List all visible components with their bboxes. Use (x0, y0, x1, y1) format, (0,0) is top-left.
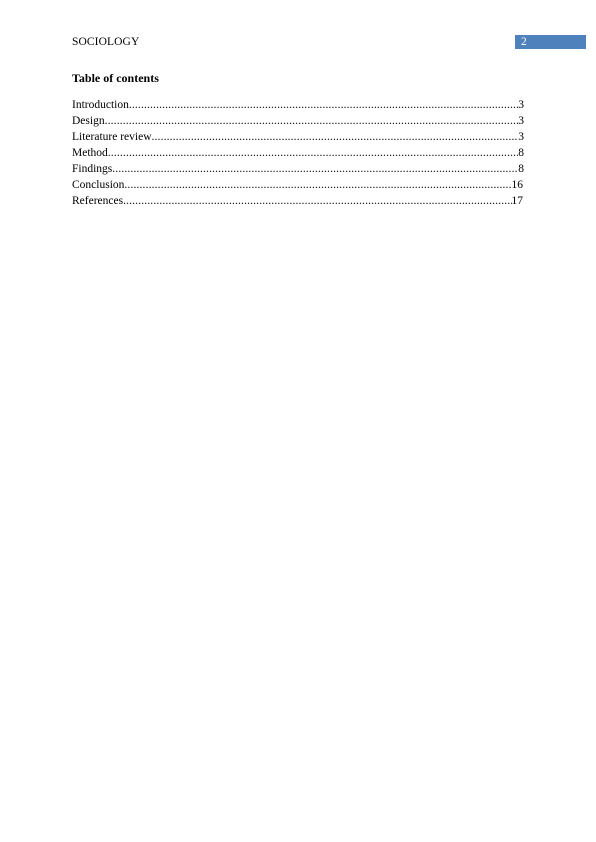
toc-entry-design[interactable] (72, 113, 524, 129)
toc-dot-leader (105, 113, 519, 129)
toc-entry-label: Method (72, 147, 108, 159)
page-number-badge: 2 (515, 35, 586, 49)
toc-entry-conclusion[interactable] (72, 177, 523, 193)
toc-dot-leader (152, 129, 519, 145)
toc-entry-label: References (72, 195, 124, 207)
toc-entry-references[interactable] (72, 193, 523, 209)
toc-entry-literature-review[interactable] (72, 129, 524, 145)
toc-entry-page: 3 (518, 115, 524, 127)
toc-entry-page: 3 (518, 99, 524, 111)
toc-entry-label: Introduction (72, 99, 129, 111)
toc-entry-method[interactable] (72, 145, 524, 161)
toc-dot-leader (112, 161, 518, 177)
toc-dot-leader (123, 193, 511, 209)
toc-entry-label: Findings (72, 163, 113, 175)
toc-dot-leader (108, 145, 518, 161)
running-header-title: SOCIOLOGY (72, 36, 140, 48)
toc-entry-label: Literature review (72, 131, 152, 143)
toc-entry-introduction[interactable] (72, 97, 524, 113)
toc-entry-label: Conclusion (72, 179, 125, 191)
toc-dot-leader (129, 97, 518, 113)
toc-heading: Table of contents (72, 71, 159, 85)
toc-dot-leader (124, 177, 511, 193)
toc-entry-page: 17 (511, 195, 523, 207)
toc-entry-findings[interactable] (72, 161, 524, 177)
toc-entry-page: 16 (511, 179, 523, 191)
toc-entry-page: 3 (518, 131, 524, 143)
table-of-contents (72, 97, 524, 209)
toc-entry-page: 8 (518, 163, 524, 175)
toc-entry-label: Design (72, 115, 105, 127)
toc-entry-page: 8 (518, 147, 524, 159)
